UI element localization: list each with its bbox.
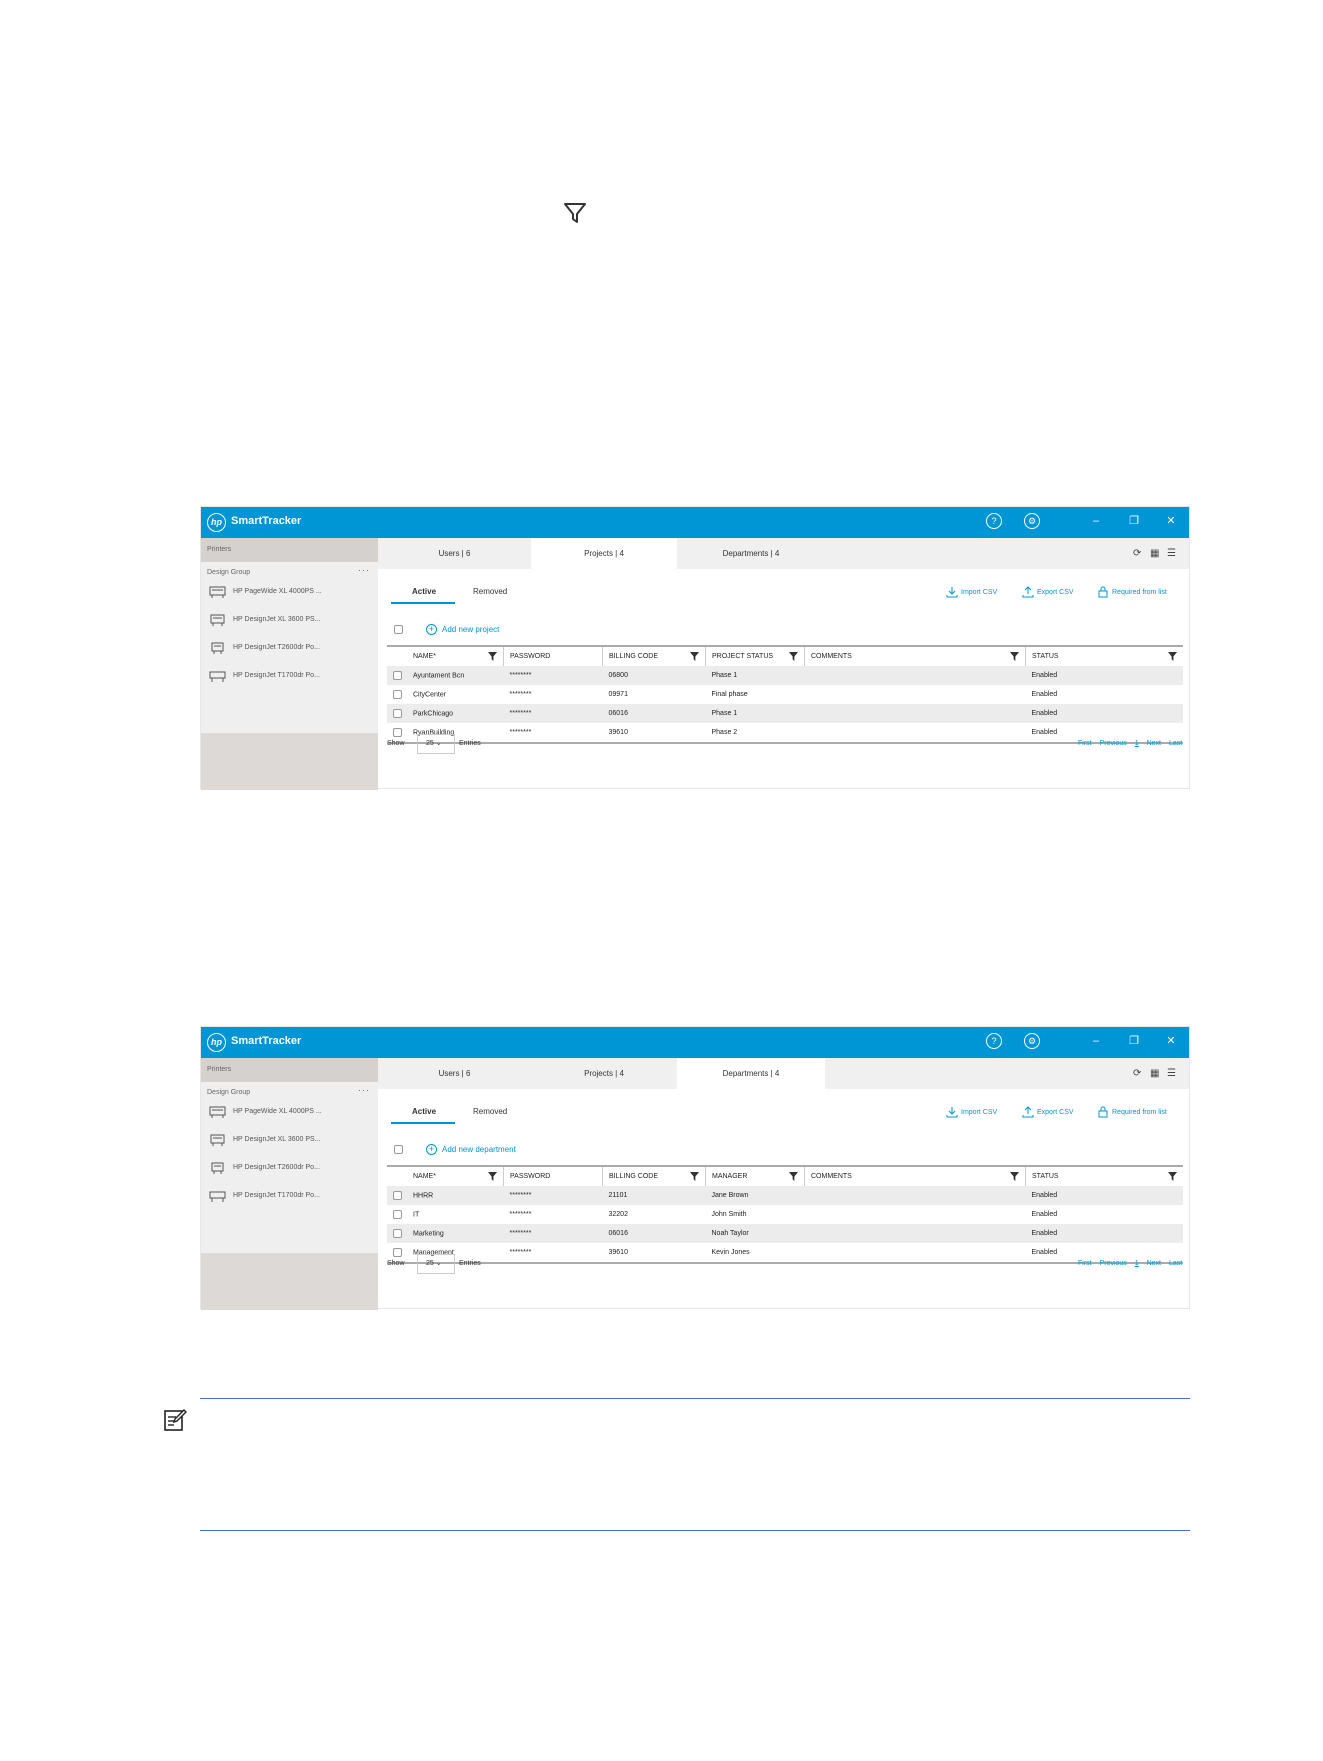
entries-label: Entries xyxy=(459,1260,481,1267)
required-from-list-button[interactable] xyxy=(1097,586,1167,598)
calculator-icon[interactable]: ▦ xyxy=(1150,1068,1160,1079)
tab-users[interactable]: Users | 6 xyxy=(438,1069,471,1078)
filter-icon[interactable] xyxy=(488,652,497,661)
column-header-manager[interactable]: MANAGER xyxy=(706,1166,805,1186)
row-checkbox[interactable] xyxy=(393,709,402,718)
cell-project-status: Phase 2 xyxy=(706,723,805,743)
table-row[interactable] xyxy=(387,1186,1183,1205)
export-icon xyxy=(1022,1106,1034,1118)
subtab-removed[interactable]: Removed xyxy=(473,587,508,596)
row-checkbox[interactable] xyxy=(393,1248,402,1257)
note-top-rule xyxy=(200,1398,1190,1399)
filter-icon[interactable] xyxy=(789,1172,798,1181)
smarttracker-departments-screenshot xyxy=(200,1026,1190,1309)
cell-project-status: Phase 1 xyxy=(711,672,738,679)
add-row xyxy=(394,1145,794,1157)
column-header-password[interactable]: PASSWORD xyxy=(504,1166,603,1186)
printer-name: HP DesignJet XL 3600 PS... xyxy=(233,616,321,623)
cell-name: Marketing xyxy=(413,1230,444,1238)
cell-password: ******** xyxy=(504,1243,603,1263)
table-row[interactable] xyxy=(387,1224,1183,1243)
row-checkbox[interactable] xyxy=(393,671,402,680)
entries-select[interactable] xyxy=(417,1254,455,1274)
printer-icon xyxy=(209,613,226,627)
subtab-active[interactable]: Active xyxy=(412,1107,437,1116)
cell-status: Enabled xyxy=(1031,1211,1058,1218)
required-label: Required from list xyxy=(1112,1108,1167,1116)
add-icon[interactable]: + xyxy=(426,1144,437,1155)
help-icon[interactable]: ? xyxy=(986,1033,1002,1049)
cell-password: ******** xyxy=(509,710,532,717)
export-csv-button[interactable] xyxy=(1022,1106,1074,1118)
printer-name: HP PageWide XL 4000PS ... xyxy=(233,588,322,595)
entries-label: Entries xyxy=(459,740,481,747)
printer-icon xyxy=(209,1161,226,1175)
column-header-project-status[interactable]: PROJECT STATUS xyxy=(706,646,805,666)
printer-icon xyxy=(209,669,226,683)
group-name: Design Group xyxy=(207,569,251,576)
group-menu-icon[interactable]: ··· xyxy=(358,565,370,575)
cell-name: ParkChicago xyxy=(413,710,454,718)
cell-password: ******** xyxy=(509,1192,532,1199)
cell-billing-code: 32202 xyxy=(608,1211,628,1218)
printer-icon xyxy=(209,1133,226,1147)
active-subtab-underline xyxy=(391,602,455,604)
filter-icon[interactable] xyxy=(1010,1172,1019,1181)
cell-name: HHRR xyxy=(413,1192,434,1200)
previous-page-link[interactable]: Previous xyxy=(1099,740,1127,747)
tab-users[interactable]: Users | 6 xyxy=(438,549,471,558)
table-row[interactable] xyxy=(387,1205,1183,1224)
printers-header: Printers xyxy=(201,538,378,562)
table-row[interactable] xyxy=(387,685,1183,704)
sidebar-item-printer[interactable] xyxy=(209,584,374,602)
import-icon xyxy=(946,1106,958,1118)
cell-project-status: Final phase xyxy=(711,691,748,698)
active-subtab-underline xyxy=(391,1122,455,1124)
required-label: Required from list xyxy=(1112,588,1167,596)
row-checkbox[interactable] xyxy=(393,1210,402,1219)
cell-status: Enabled xyxy=(1031,672,1058,679)
entries-select[interactable] xyxy=(417,734,455,754)
table-header-row xyxy=(387,1166,1183,1186)
cell-manager: John Smith xyxy=(711,1211,747,1218)
first-page-link[interactable]: First xyxy=(1078,740,1092,747)
row-checkbox[interactable] xyxy=(393,690,402,699)
printers-header: Printers xyxy=(201,1058,378,1082)
column-header-password[interactable]: PASSWORD xyxy=(504,646,603,666)
minimize-button[interactable]: – xyxy=(1092,515,1100,527)
entries-value: 25 xyxy=(426,740,434,747)
export-icon xyxy=(1022,586,1034,598)
sidebar-item-printer[interactable] xyxy=(209,1188,374,1206)
menu-icon[interactable]: ☰ xyxy=(1167,548,1176,559)
cell-project-status: Phase 1 xyxy=(711,710,738,717)
cell-manager: Noah Taylor xyxy=(711,1230,749,1237)
previous-page-link[interactable]: Previous xyxy=(1099,1260,1127,1267)
cell-comments xyxy=(805,1243,1026,1263)
cell-comments xyxy=(805,1205,1026,1224)
cell-name: RyanBuilding xyxy=(413,729,455,737)
add-icon[interactable]: + xyxy=(426,624,437,635)
app-title: SmartTracker xyxy=(231,1035,302,1047)
group-menu-icon[interactable]: ··· xyxy=(358,1085,370,1095)
printer-name: HP DesignJet XL 3600 PS... xyxy=(233,1136,321,1143)
cell-password: ******** xyxy=(509,691,532,698)
pagination xyxy=(1072,1260,1182,1267)
page-number-link[interactable]: 1 xyxy=(1134,740,1139,747)
cell-manager: Jane Brown xyxy=(711,1192,749,1199)
filter-icon[interactable] xyxy=(789,652,798,661)
cell-name: IT xyxy=(413,1211,420,1219)
main-tab-bar xyxy=(378,538,1189,569)
sidebar-item-printer[interactable] xyxy=(209,1160,374,1178)
table-header-row xyxy=(387,646,1183,666)
import-label: Import CSV xyxy=(961,588,998,596)
cell-comments xyxy=(805,704,1026,723)
cell-comments xyxy=(805,685,1026,704)
select-all-checkbox[interactable] xyxy=(394,625,403,634)
column-header-comments[interactable]: COMMENTS xyxy=(805,1166,1026,1186)
column-header-status[interactable]: STATUS xyxy=(1026,1166,1184,1186)
import-icon xyxy=(946,586,958,598)
printer-group xyxy=(201,1082,378,1253)
table-row[interactable] xyxy=(387,704,1183,723)
cell-status: Enabled xyxy=(1031,691,1058,698)
title-bar xyxy=(201,507,1189,538)
projects-table xyxy=(387,645,1183,744)
table-row[interactable] xyxy=(387,723,1183,743)
filter-icon[interactable] xyxy=(1168,652,1177,661)
tab-projects[interactable]: Projects | 4 xyxy=(584,1069,624,1078)
filter-icon[interactable] xyxy=(690,1172,699,1181)
export-csv-button[interactable] xyxy=(1022,586,1074,598)
add-new-department-link[interactable]: Add new department xyxy=(442,1145,516,1154)
next-page-link[interactable]: Next xyxy=(1146,1260,1162,1267)
pagination xyxy=(1072,740,1182,747)
filter-icon xyxy=(563,201,587,225)
tab-departments[interactable]: Departments | 4 xyxy=(722,549,780,558)
cell-comments xyxy=(805,1224,1026,1243)
cell-billing-code: 06016 xyxy=(608,710,628,717)
cell-password: ******** xyxy=(504,723,603,743)
cell-billing-code: 09971 xyxy=(608,691,628,698)
add-new-project-link[interactable]: Add new project xyxy=(442,625,500,634)
settings-icon[interactable]: ⚙ xyxy=(1024,513,1040,529)
calculator-icon[interactable]: ▦ xyxy=(1150,548,1160,559)
column-header-name[interactable]: NAME* xyxy=(387,1166,504,1186)
chevron-down-icon: ⌄ xyxy=(435,1260,442,1267)
printer-icon xyxy=(209,585,226,599)
subtab-active[interactable]: Active xyxy=(412,587,437,596)
cell-name: CityCenter xyxy=(413,691,447,699)
row-checkbox[interactable] xyxy=(393,1229,402,1238)
cell-status: Enabled xyxy=(1031,710,1058,717)
printer-name: HP DesignJet T2600dr Po... xyxy=(233,644,320,651)
show-label: Show xyxy=(387,740,405,747)
row-checkbox[interactable] xyxy=(393,1191,402,1200)
filter-icon[interactable] xyxy=(1168,1172,1177,1181)
refresh-icon[interactable]: ⟳ xyxy=(1133,1068,1142,1079)
cell-status: Enabled xyxy=(1026,1243,1184,1263)
cell-comments xyxy=(805,723,1026,743)
required-from-list-button[interactable] xyxy=(1097,1106,1167,1118)
column-header-comments[interactable]: COMMENTS xyxy=(805,646,1026,666)
show-label: Show xyxy=(387,1260,405,1267)
column-header-billing-code[interactable]: BILLING CODE xyxy=(603,1166,706,1186)
restore-button[interactable]: ❐ xyxy=(1129,1035,1139,1047)
last-page-link[interactable]: Last xyxy=(1168,1260,1183,1267)
cell-comments xyxy=(805,666,1026,685)
lock-icon xyxy=(1097,586,1109,598)
smarttracker-projects-screenshot xyxy=(200,506,1190,789)
printer-name: HP PageWide XL 4000PS ... xyxy=(233,1108,322,1115)
departments-table xyxy=(387,1165,1183,1264)
printer-name: HP DesignJet T1700dr Po... xyxy=(233,1192,320,1199)
tab-projects[interactable]: Projects | 4 xyxy=(531,538,677,569)
sidebar-item-printer[interactable] xyxy=(209,668,374,686)
app-title: SmartTracker xyxy=(231,515,302,527)
close-button[interactable]: ✕ xyxy=(1166,1035,1176,1047)
printer-icon xyxy=(209,1189,226,1203)
printer-sidebar xyxy=(201,1058,378,1310)
cell-status: Enabled xyxy=(1026,723,1184,743)
cell-billing-code: 39610 xyxy=(603,1243,706,1263)
sidebar-item-printer[interactable] xyxy=(209,1132,374,1150)
filter-icon[interactable] xyxy=(488,1172,497,1181)
menu-icon[interactable]: ☰ xyxy=(1167,1068,1176,1079)
refresh-icon[interactable]: ⟳ xyxy=(1133,548,1142,559)
printer-icon xyxy=(209,641,226,655)
sidebar-item-printer[interactable] xyxy=(209,612,374,630)
note-bottom-rule xyxy=(200,1530,1190,1531)
cell-password: ******** xyxy=(509,1211,532,1218)
import-label: Import CSV xyxy=(961,1108,998,1116)
cell-billing-code: 06016 xyxy=(608,1230,628,1237)
note-icon xyxy=(163,1408,187,1432)
export-label: Export CSV xyxy=(1037,1108,1074,1116)
chevron-down-icon: ⌄ xyxy=(435,740,442,747)
cell-manager: Kevin Jones xyxy=(706,1243,805,1263)
printer-name: HP DesignJet T2600dr Po... xyxy=(233,1164,320,1171)
hp-logo: hp xyxy=(207,1033,226,1052)
cell-name: Management xyxy=(413,1249,454,1257)
printer-icon xyxy=(209,1105,226,1119)
minimize-button[interactable]: – xyxy=(1092,1035,1100,1047)
cell-password: ******** xyxy=(509,1230,532,1237)
tab-departments[interactable]: Departments | 4 xyxy=(677,1058,825,1089)
entries-value: 25 xyxy=(426,1260,434,1267)
subtab-removed[interactable]: Removed xyxy=(473,1107,508,1116)
cell-status: Enabled xyxy=(1031,1230,1058,1237)
cell-password: ******** xyxy=(509,672,532,679)
export-label: Export CSV xyxy=(1037,588,1074,596)
close-button[interactable]: ✕ xyxy=(1166,515,1176,527)
cell-billing-code: 21101 xyxy=(608,1192,628,1199)
import-csv-button[interactable] xyxy=(946,1106,997,1118)
select-all-checkbox[interactable] xyxy=(394,1145,403,1154)
group-name: Design Group xyxy=(207,1089,251,1096)
add-row xyxy=(394,625,794,637)
cell-comments xyxy=(805,1186,1026,1205)
sidebar-item-printer[interactable] xyxy=(209,1104,374,1122)
next-page-link[interactable]: Next xyxy=(1146,740,1162,747)
row-checkbox[interactable] xyxy=(393,728,402,737)
printer-name: HP DesignJet T1700dr Po... xyxy=(233,672,320,679)
import-csv-button[interactable] xyxy=(946,586,997,598)
column-header-name[interactable]: NAME* xyxy=(387,646,504,666)
column-header-billing-code[interactable]: BILLING CODE xyxy=(603,646,706,666)
column-header-status[interactable]: STATUS xyxy=(1026,646,1184,666)
restore-button[interactable]: ❐ xyxy=(1129,515,1139,527)
cell-status: Enabled xyxy=(1031,1192,1058,1199)
title-bar xyxy=(201,1027,1189,1058)
main-tab-bar xyxy=(378,1058,1189,1089)
sidebar-item-printer[interactable] xyxy=(209,640,374,658)
help-icon[interactable]: ? xyxy=(986,513,1002,529)
settings-icon[interactable]: ⚙ xyxy=(1024,1033,1040,1049)
first-page-link[interactable]: First xyxy=(1078,1260,1092,1267)
filter-icon[interactable] xyxy=(1010,652,1019,661)
filter-icon[interactable] xyxy=(690,652,699,661)
cell-name: Ayuntament Bcn xyxy=(413,672,465,680)
last-page-link[interactable]: Last xyxy=(1168,740,1183,747)
printer-sidebar xyxy=(201,538,378,790)
cell-billing-code: 06800 xyxy=(608,672,628,679)
printer-group xyxy=(201,562,378,733)
hp-logo: hp xyxy=(207,513,226,532)
table-row[interactable] xyxy=(387,666,1183,685)
cell-billing-code: 39610 xyxy=(603,723,706,743)
table-row[interactable] xyxy=(387,1243,1183,1263)
lock-icon xyxy=(1097,1106,1109,1118)
page-number-link[interactable]: 1 xyxy=(1134,1260,1139,1267)
